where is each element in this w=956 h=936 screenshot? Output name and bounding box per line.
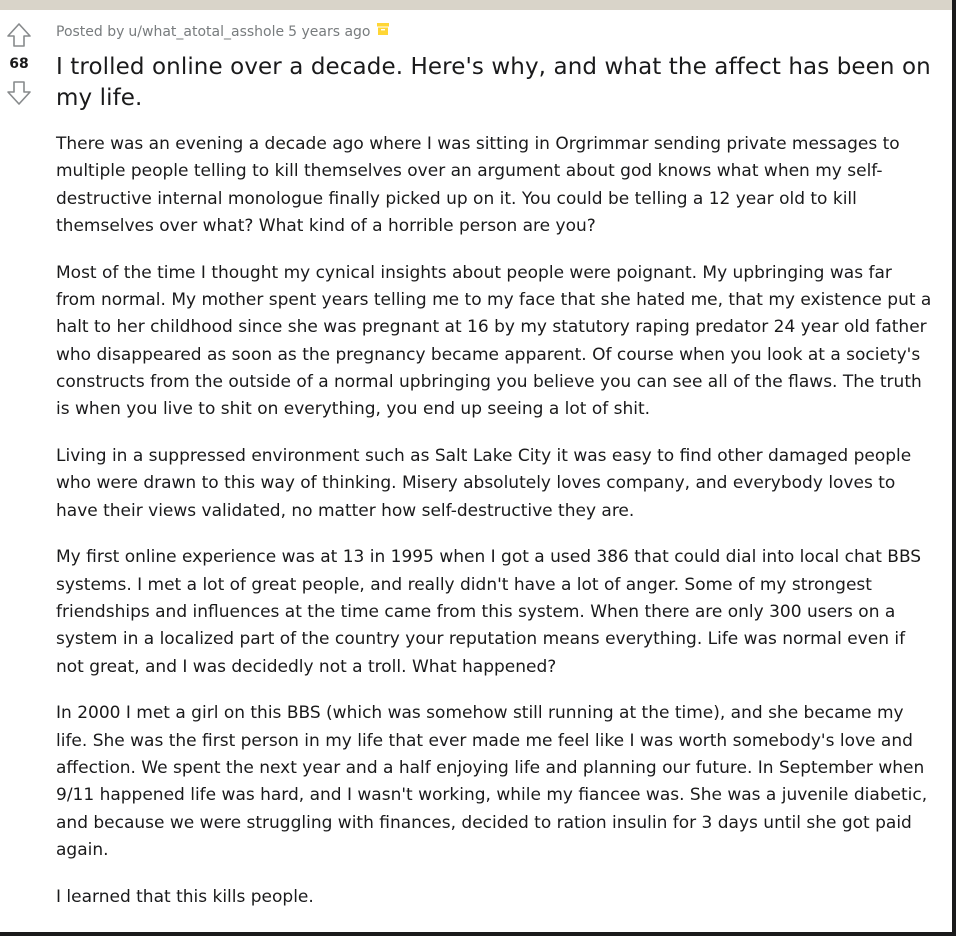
post-title: I trolled online over a decade. Here's why, and what the affect has been on my life. [56, 54, 931, 111]
downvote-button[interactable] [6, 80, 32, 106]
posted-by-label: Posted by [56, 24, 125, 40]
post-time[interactable]: 5 years ago [288, 24, 371, 40]
post-paragraph: There was an evening a decade ago where I was sitting in Orgrimmar sending private messages to multiple people telling to kill themselves over an argument about god knows what when my self-destructive internal monologue finally picked up on it. You could be telling a 12 year old to kill themselves over what? What kind of a horrible person are you? [56, 134, 900, 236]
top-band [0, 0, 956, 10]
window-edge-right [952, 0, 956, 936]
post-body [56, 131, 936, 911]
post-card [0, 10, 952, 932]
post-paragraph: Living in a suppressed environment such as Salt Lake City it was easy to find other damaged people who were drawn to this way of thinking. Misery absolutely loves company, and everybody loves to have their views validated, no matter how self-destructive they are. [56, 445, 912, 521]
post-paragraph: I learned that this kills people. [56, 886, 314, 907]
post-paragraph: In 2000 I met a girl on this BBS (which was somehow still running at the time), and she became my life. She was the first person in my life that ever made me feel like I was worth somebody's love and affection. We spent the next year and a half enjoying life and planning our future. In September when 9/11 happened life was hard, and I wasn't working, while my fiancee was. She was a juvenile diabetic, and because we were struggling with finances, decided to ration insulin for 3 days until she got paid again. [56, 703, 928, 860]
post-content [56, 22, 936, 930]
post-paragraph: My first online experience was at 13 in 1995 when I got a used 386 that could dial into local chat BBS systems. I met a lot of great people, and really didn't have a lot of anger. Some of my strongest friendships and influences at the time came from this system. When there are only 300 users on a system in a localized part of the country your reputation means everything. Life was normal even if not great, and I was decidedly not a troll. What happened? [56, 547, 922, 677]
post-paragraph: Most of the time I thought my cynical insights about people were poignant. My upbringing was far from normal. My mother spent years telling me to my face that she hated me, that my existence put a halt to her childhood since she was pregnant at 16 by my statutory raping predator 24 year old father who disappeared as soon as the pregnancy became apparent. Of course when you look at a society's constructs from the outside of a normal upbringing you believe you can see all of the flaws. The truth is when you live to shit on everything, you end up seeing a lot of shit. [56, 262, 932, 420]
vote-column [0, 22, 38, 106]
window-edge-bottom [0, 932, 956, 936]
archive-box-icon [376, 22, 390, 42]
post-meta [56, 22, 936, 42]
upvote-arrow-icon [6, 22, 32, 48]
vote-score: 68 [9, 56, 29, 72]
upvote-button[interactable] [6, 22, 32, 48]
author-link[interactable]: u/what_atotal_asshole [128, 24, 285, 40]
downvote-arrow-icon [6, 80, 32, 106]
